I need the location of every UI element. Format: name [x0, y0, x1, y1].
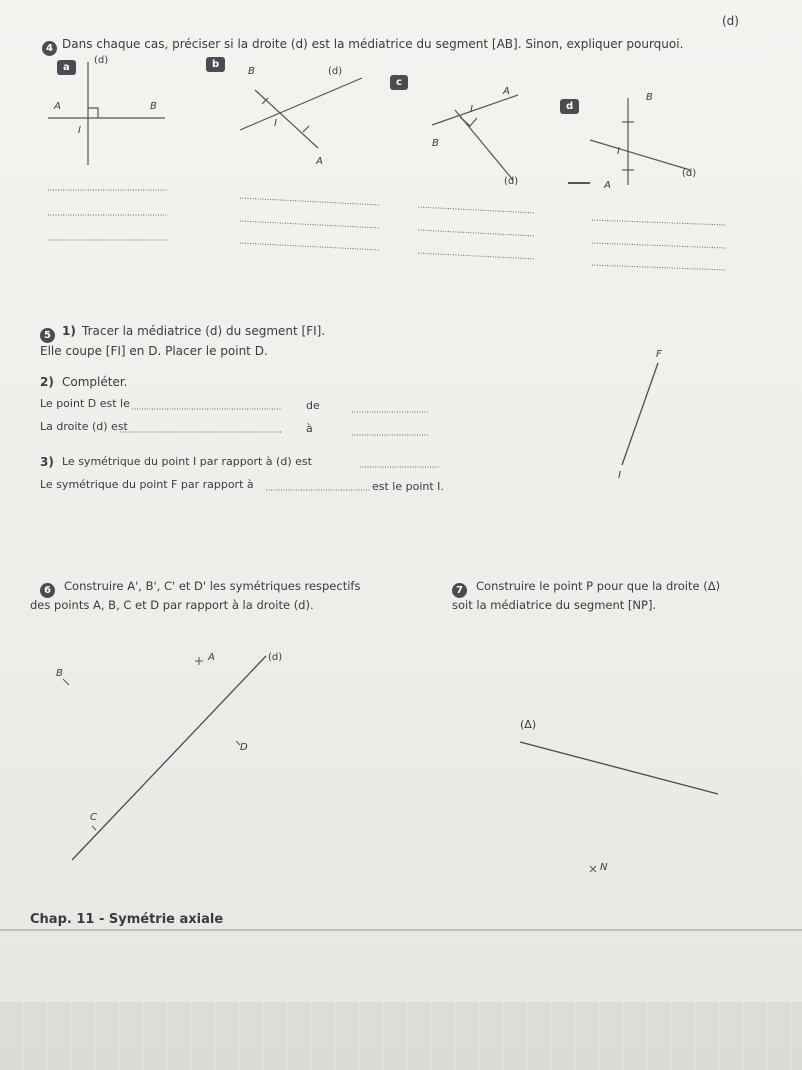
- ex6-number: 6: [40, 578, 55, 598]
- ex4-case-d-tag: d: [560, 94, 579, 114]
- answer-line: [240, 198, 380, 205]
- ex7-number: 7: [452, 578, 467, 598]
- case-a-label-a: A: [54, 101, 61, 112]
- ex5-q1: Tracer la médiatrice (d) du segment [FI].: [82, 324, 326, 338]
- ex5-q1-num: 1): [62, 324, 76, 338]
- ex5-line2a: La droite (d) est: [40, 420, 128, 433]
- ex7-line1: Construire le point P pour que la droite (Δ): [476, 579, 721, 593]
- ex7-line-delta: [520, 742, 718, 794]
- case-b-label-a: A: [316, 156, 323, 167]
- ex6-label-b: B: [56, 668, 63, 679]
- ex5-number: 5: [40, 323, 55, 343]
- case-a-right-angle: [88, 108, 98, 118]
- ex5-line4b: est le point I.: [372, 480, 444, 493]
- case-c-label-a: A: [503, 86, 510, 97]
- ex7-label-delta: (Δ): [520, 718, 537, 731]
- answer-line: [418, 230, 535, 236]
- ex5-label-f: F: [656, 349, 662, 360]
- ex5-q2-num: 2): [40, 375, 54, 389]
- corner-label: (d): [722, 14, 739, 28]
- point-c-cross: [92, 826, 96, 830]
- answer-line: [240, 221, 380, 228]
- ex4-case-b-tag: b: [206, 52, 225, 72]
- ex5-line1a: Le point D est le: [40, 397, 130, 410]
- answer-line: [418, 253, 535, 259]
- case-b-tick: [303, 126, 309, 132]
- answer-line: [418, 207, 535, 213]
- segment-fi: [622, 363, 658, 465]
- case-d-line-d: [590, 140, 690, 170]
- ex6-line1: Construire A', B', C' et D' les symétriques respectifs: [64, 579, 361, 593]
- ex6-line2: des points A, B, C et D par rapport à la droite (d).: [30, 598, 314, 612]
- ex5-label-i: I: [618, 470, 621, 481]
- ex5-line3: Le symétrique du point I par rapport à (d) est: [62, 455, 312, 468]
- case-a-label-i: I: [78, 125, 81, 136]
- answer-line: [592, 243, 726, 248]
- ex7-label-n: N: [600, 862, 608, 873]
- ex4-case-a-tag: a: [57, 55, 76, 75]
- case-b-label-i: I: [274, 118, 277, 129]
- case-c-label-d: (d): [504, 176, 519, 187]
- ex6-label-a: A: [208, 652, 215, 663]
- case-a-label-d: (d): [94, 55, 109, 66]
- case-d-label-b: B: [646, 92, 653, 103]
- ex5-q1b: Elle coupe [FI] en D. Placer le point D.: [40, 344, 268, 358]
- ex5-line4a: Le symétrique du point F par rapport à: [40, 478, 254, 491]
- case-d-label-a: A: [604, 180, 611, 191]
- chapter-footer: Chap. 11 - Symétrie axiale: [30, 912, 224, 927]
- case-b-line-d: [240, 78, 362, 130]
- case-c-label-i: I: [470, 104, 473, 115]
- desk-surface: [0, 1002, 802, 1070]
- answer-line: [592, 265, 726, 270]
- case-b-label-d: (d): [328, 66, 343, 77]
- ex6-label-c: C: [90, 812, 97, 823]
- answer-line: [592, 220, 726, 225]
- ex4-instruction: Dans chaque cas, préciser si la droite (d) est la médiatrice du segment [AB]. Sinon, expliquer pourquoi.: [62, 37, 684, 51]
- ex4-number: 4: [42, 36, 57, 56]
- point-b-cross: [63, 679, 69, 685]
- ex4-case-c-tag: c: [390, 70, 408, 90]
- case-d-label-d: (d): [682, 168, 697, 179]
- ex6-label-d-line: (d): [268, 652, 283, 663]
- ex5-line2b: à: [306, 422, 313, 435]
- case-c-label-b: B: [432, 138, 439, 149]
- ex5-q3-num: 3): [40, 455, 54, 469]
- ex5-q2: Compléter.: [62, 375, 128, 389]
- case-a-label-b: B: [150, 101, 157, 112]
- case-d-label-i: I: [617, 146, 620, 157]
- ex6-line-d: [72, 656, 266, 860]
- ex5-line1b: de: [306, 399, 320, 412]
- case-b-label-b: B: [248, 66, 255, 77]
- ex7-line2: soit la médiatrice du segment [NP].: [452, 598, 657, 612]
- answer-line: [240, 243, 380, 250]
- ex6-label-d: D: [240, 742, 248, 753]
